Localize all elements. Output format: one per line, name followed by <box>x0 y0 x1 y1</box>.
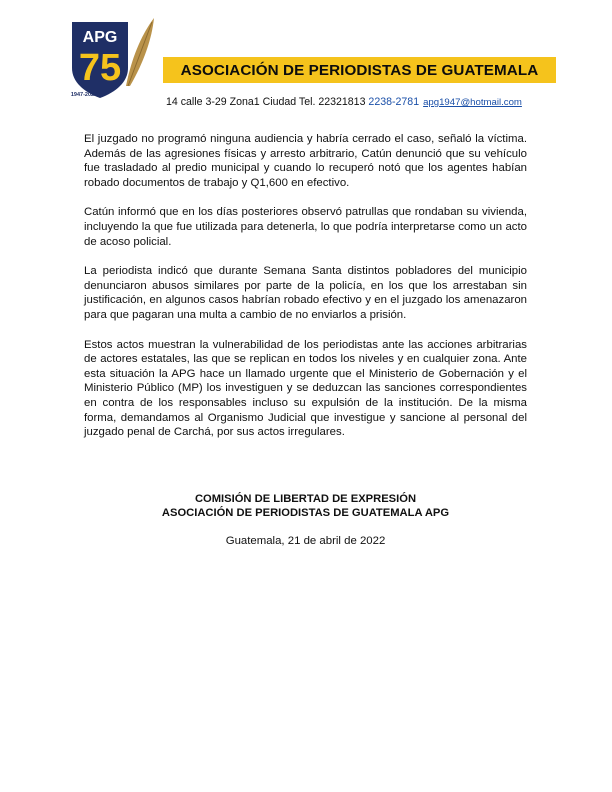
dateline: Guatemala, 21 de abril de 2022 <box>225 535 386 547</box>
contact-line <box>166 96 546 108</box>
signature-block <box>84 492 527 521</box>
address-text: 14 calle 3-29 Zona1 Ciudad Tel. 22321813 <box>166 96 369 108</box>
logo-apg-text: APG <box>82 29 118 46</box>
signature-line-association: ASOCIACIÓN DE PERIODISTAS DE GUATEMALA APG <box>161 507 450 520</box>
apg-75-shield-logo <box>68 16 158 102</box>
paragraph: Catún informó que en los días posteriores observó patrullas que rondaban su vivienda, incluyendo la que fue utilizada para detenerla, lo que podría interpretarse como un acto de acoso policial. <box>84 206 527 248</box>
email-link[interactable]: apg1947@hotmail.com <box>423 97 522 108</box>
signature-line-commission: COMISIÓN DE LIBERTAD DE EXPRESIÓN <box>194 493 417 505</box>
paragraph: La periodista indicó que durante Semana Santa distintos pobladores del municipio denunciaron abusos similares por parte de la policía, en los que los arrestaban sin justificación, en algunos casos habrían robado efectivo y en el juzgado los amenazaron para que pagaran una multa a cambio de no enviarlos a prisión. <box>84 265 527 321</box>
logo-75-text: 75 <box>78 47 122 89</box>
phone-link[interactable]: 2238-2781 <box>368 96 420 108</box>
logo-years-text: 1947-2022 <box>70 92 98 98</box>
paragraph: Estos actos muestran la vulnerabilidad de los periodistas ante las acciones arbitrarias de actores estatales, las que se replican en todos los niveles y en cualquier zona. Ante esta situación la APG hace un llamado urgente que el Ministerio de Gobernación y el Ministerio Público (MP) los investiguen y se deduzcan las sanciones correspondientes en contra de los responsables incluso su expulsión de la institución. De la misma forma, demandamos al Organismo Judicial que investigue y sancione al personal del juzgado penal de Carchá, por sus actos irregulares. <box>84 338 527 439</box>
apg-logo <box>68 16 158 102</box>
article-body <box>84 132 527 455</box>
paragraph: El juzgado no programó ninguna audiencia y habría cerrado el caso, señaló la víctima. Además de las agresiones físicas y arresto arbitrario, Catún denunció que su vehículo fue trasladado al predio municipal y cuando lo recuperó notó que los agentes habían robado documentos de trabajo y Q1,600 en efectivo. <box>84 133 527 189</box>
organization-name-banner: ASOCIACIÓN DE PERIODISTAS DE GUATEMALA <box>163 57 556 83</box>
